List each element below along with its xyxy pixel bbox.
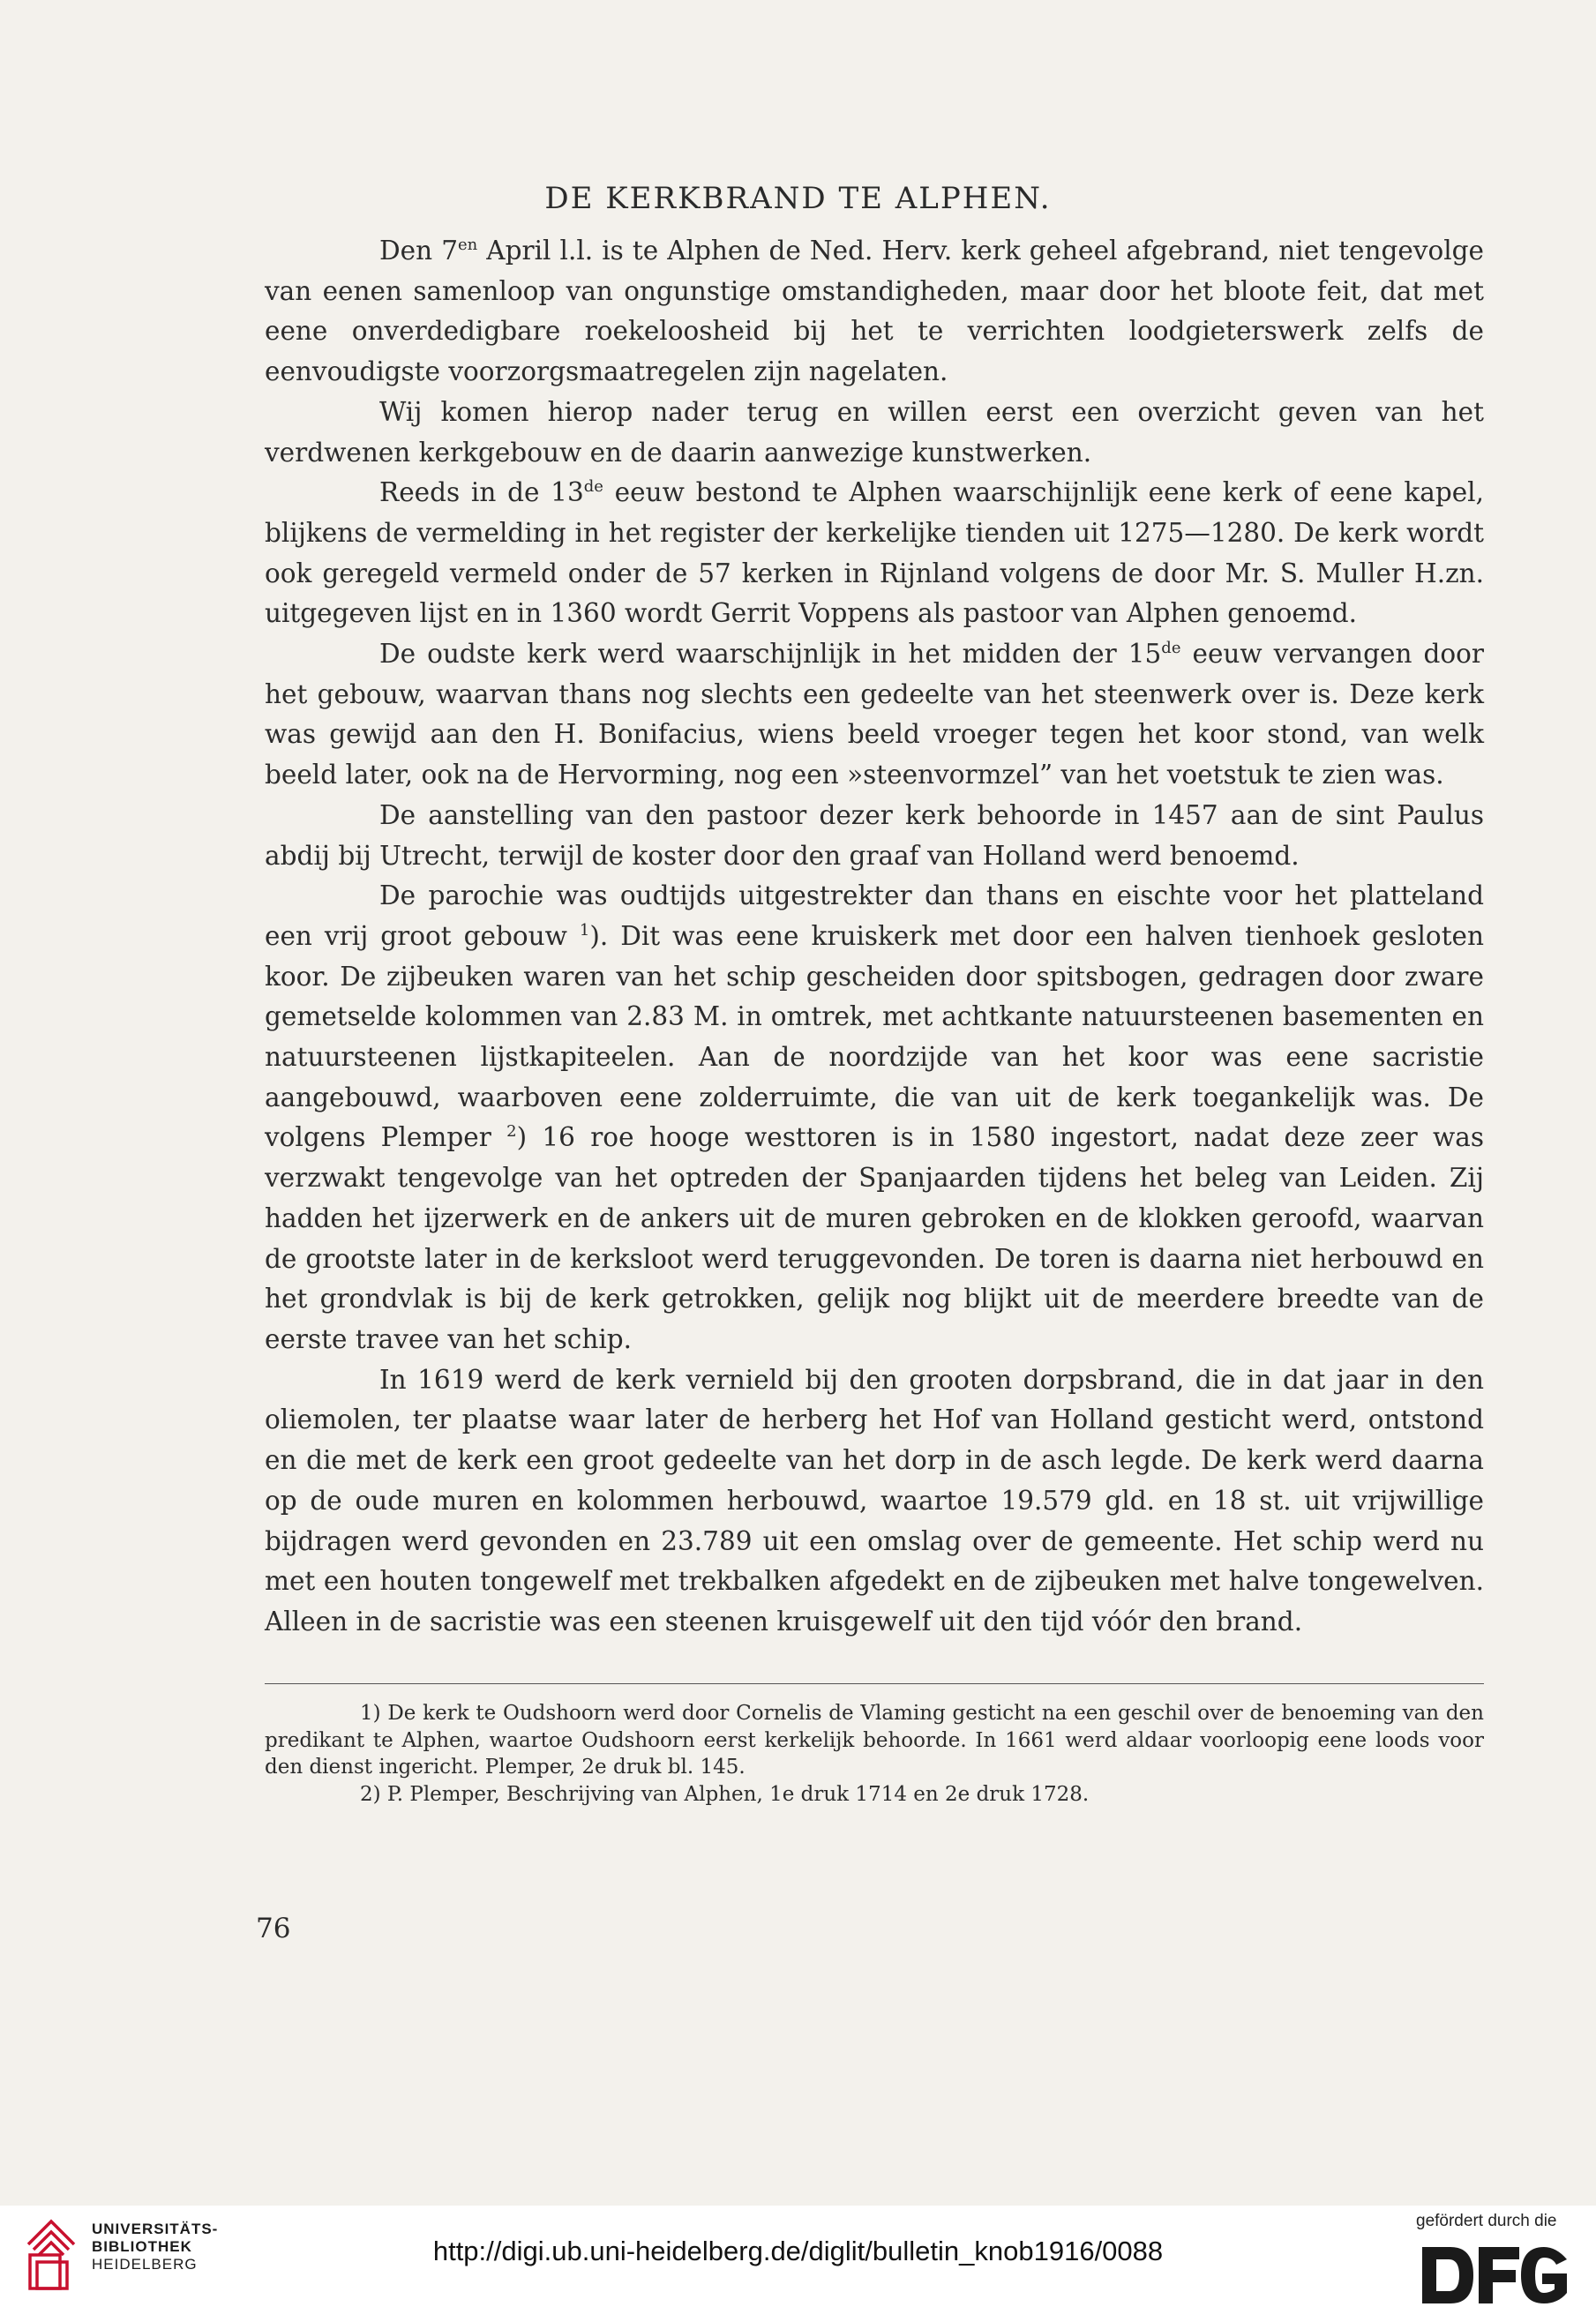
paragraph-4: De oudste kerk werd waarschijnlijk in het midden der 15de eeuw vervangen door het gebouw, waarvan thans nog slechts een gedeelte van het steenwerk over is. Deze kerk was gewijd aan den H. Bonifacius, wiens beeld vroeger tegen het koor stond, van welk beeld later, ook na de Hervorming, nog een »steenvormzel” van het voetstuk te zien was. <box>265 639 1484 790</box>
footnote-ref-2: 2 <box>506 1122 517 1142</box>
article-body <box>265 231 1484 1643</box>
paragraph-3: Reeds in de 13de eeuw bestond te Alphen waarschijnlijk eene kerk of eene kapel, blijkens de vermelding in het register der kerkelijke tienden uit 1275—1280. De kerk wordt ook geregeld vermeld onder de 57 kerken in Rijnland volgens de door Mr. S. Muller H.zn. uitgegeven lijst en in 1360 wordt Gerrit Voppens als pastoor van Alphen genoemd. <box>265 477 1484 629</box>
footnote-divider <box>265 1683 1484 1684</box>
footnote-1: 1) De kerk te Oudshoorn werd door Cornelis de Vlaming gesticht na een geschil over de benoeming van den predikant te Alphen, waartoe Oudshoorn eerst kerkelijk behoorde. In 1661 werd aldaar voorloopig eene loods voor den dienst ingericht. Plemper, 2e druk bl. 145. <box>265 1702 1484 1779</box>
paragraph-6: De parochie was oudtijds uitgestrekter dan thans en eischte voor het platteland een vrij groot gebouw $^1$). Dit was eene kruiskerk met door een halven tienhoek gesloten koor. De zijbeuken waren van het schip gescheiden door spitsbogen, gedragen door zware gemetselde kolommen van 2.83 M. in omtrek, met achtkante natuursteenen basementen en natuursteenen lijstkapiteelen. Aan de noordzijde van het koor was eene sacristie aangebouwd, waarboven eene zolderruimte, die van uit de kerk toegankelijk was. De volgens Plemper $^2$) 16 roe hooge westtoren is in 1580 ingestort, nadat deze zeer was verzwakt tengevolge van het optreden der Spanjaarden tijdens het beleg van Leiden. Zij hadden het ijzerwerk en de ankers uit de muren gebroken en de klokken geroofd, waarvan de grootste later in de kerksloot werd teruggevonden. De toren is daarna niet herbouwd en het grondvlak is bij de kerk getrokken, gelijk nog blijkt uit de meerdere breedte van de eerste travee van het schip. <box>265 880 1485 1354</box>
page-number: 76 <box>256 1913 291 1944</box>
footnotes <box>265 1700 1484 1808</box>
footnote-ref-1: 1 <box>579 921 590 940</box>
paragraph-7: In 1619 werd de kerk vernield bij den grooten dorpsbrand, die in dat jaar in den oliemolen, ter plaatse waar later de herberg het Hof van Holland gesticht werd, ontstond en die met de kerk een groot gedeelte van het dorp in de asch legde. De kerk werd daarna op de oude muren en kolommen herbouwd, waartoe 19.579 gld. en 18 st. uit vrijwillige bijdragen werd gevonden en 23.789 uit een omslag over de gemeente. Het schip werd nu met een houten tongewelf met trekbalken afgedekt en de zijbeuken met halve tongewelven. Alleen in de sacristie was een steenen kruisgewelf uit den tijd vóór den brand. <box>265 1364 1484 1637</box>
paragraph-1: Den $7^{en}$ April l.l. is te Alphen de Ned. Herv. kerk geheel afgebrand, niet tengevolge van eenen samenloop van ongunstige omstandigheden, maar door het bloote feit, dat met eene onverdedigbare roekeloosheid bij het te verrichten loodgieterswerk zelfs de eenvoudigste voorzorgsmaatregelen zijn nagelaten. <box>265 236 1484 387</box>
library-name: UNIVERSITÄTS- BIBLIOTHEK HEIDELBERG <box>92 2221 219 2273</box>
article-title: DE KERKBRAND TE ALPHEN. <box>544 181 1052 216</box>
source-url[interactable]: http://digi.ub.uni-heidelberg.de/diglit/bulletin_knob1916/0088 <box>432 2236 1164 2266</box>
dfg-logo-icon <box>1415 2238 1572 2312</box>
footnote-2: 2) P. Plemper, Beschrijving van Alphen, 1e druk 1714 en 2e druk 1728. <box>360 1782 1090 1806</box>
funded-by-label: gefördert durch die <box>1416 2212 1557 2230</box>
paragraph-5: De aanstelling van den pastoor dezer kerk behoorde in 1457 aan de sint Paulus abdij bij Utrecht, terwijl de koster door den graaf van Holland werd benoemd. <box>265 799 1484 871</box>
paragraph-2: Wij komen hierop nader terug en willen eerst een overzicht geven van het verdwenen kerkgebouw en de daarin aanwezige kunstwerken. <box>265 396 1484 468</box>
